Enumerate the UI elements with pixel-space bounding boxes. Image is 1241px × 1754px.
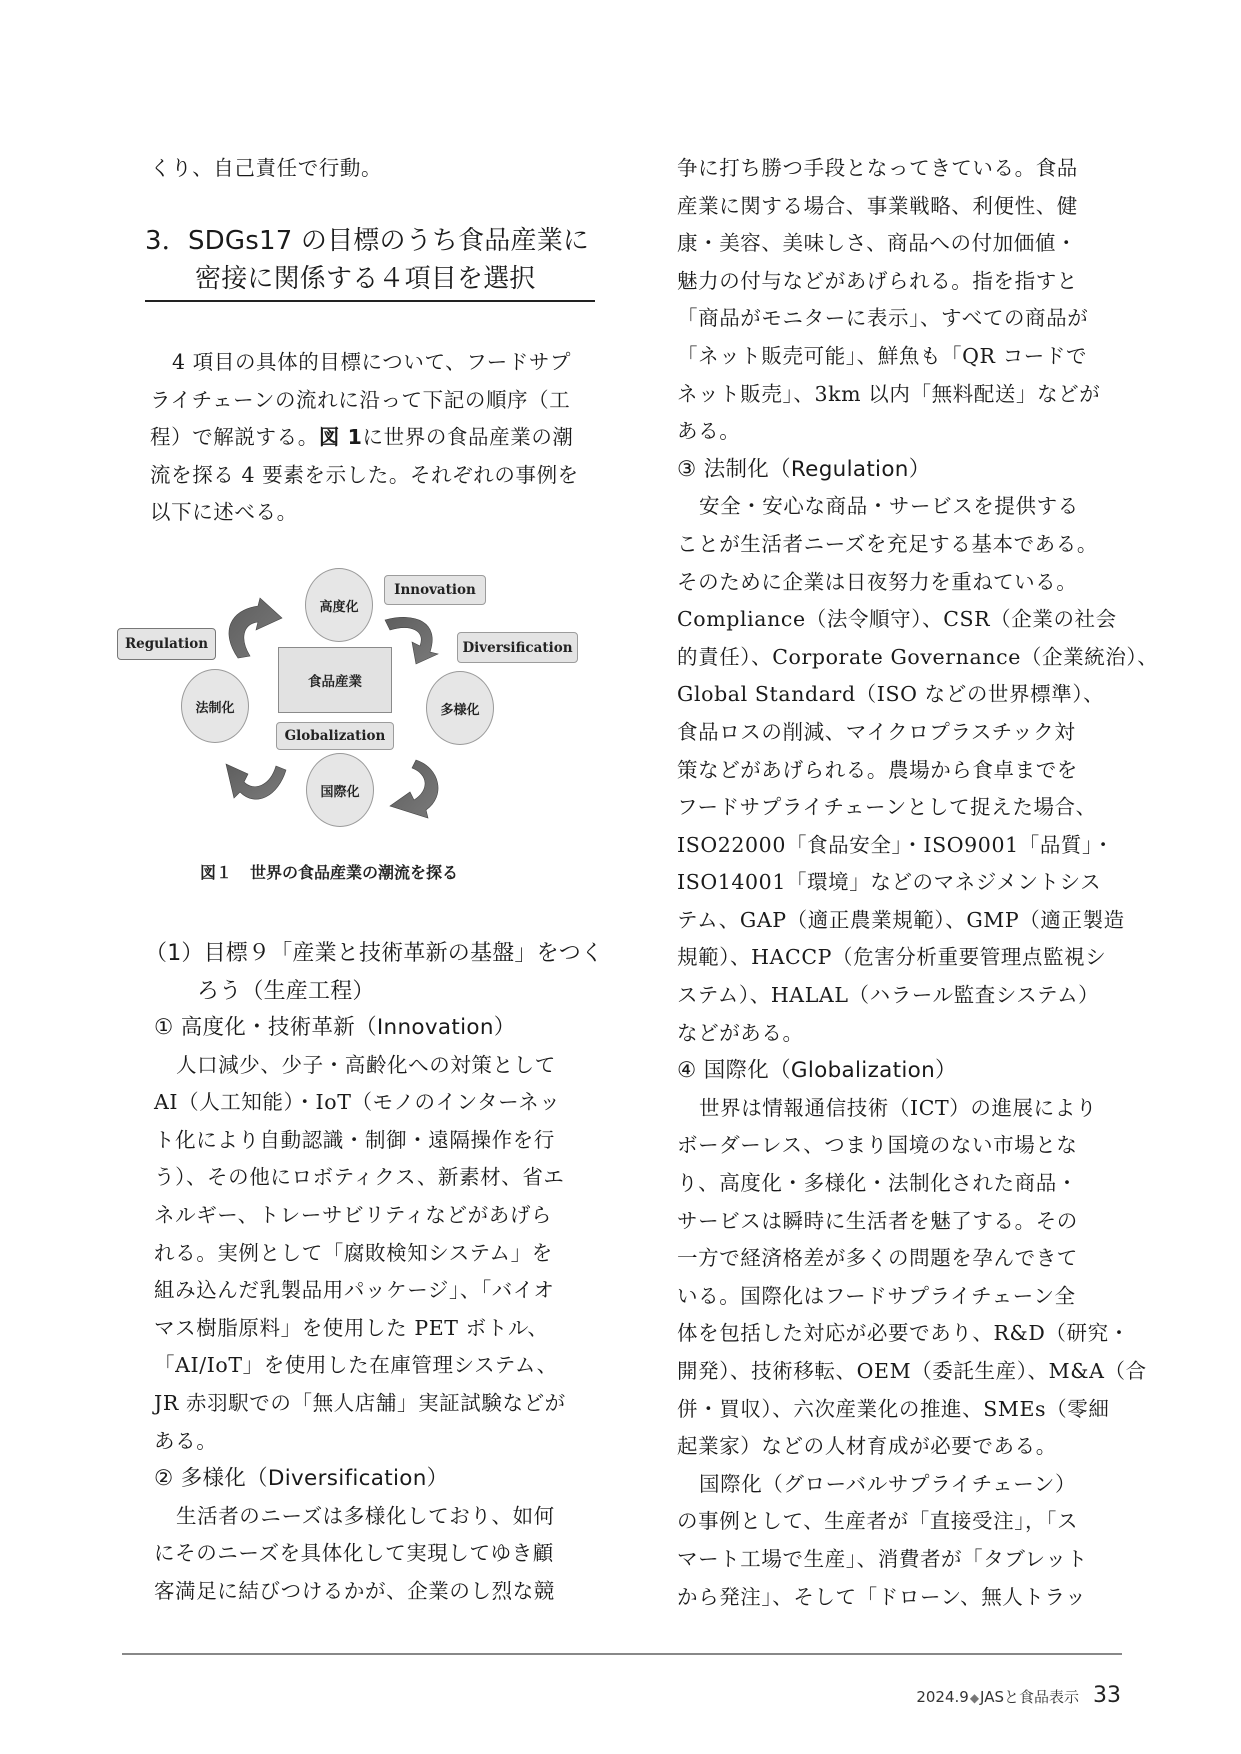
- item-innovation: [154, 1009, 599, 1611]
- paragraph-line: 流を探る 4 要素を示した。それぞれの事例を: [150, 462, 579, 487]
- paragraph-line: 世界は情報通信技術（ICT）の進展により: [699, 1095, 1097, 1120]
- paragraph-line: マス樹脂原料」を使用した PET ボトル、: [154, 1315, 549, 1340]
- item-heading-innovation: ① 高度化・技術革新（Innovation）: [154, 1015, 516, 1040]
- paragraph-line: Global Standard（ISO などの世界標準）、: [677, 682, 1105, 707]
- paragraph-line: ステム）、HALAL（ハラール監査システム）: [677, 983, 1100, 1008]
- item-heading-globalization: ④ 国際化（Globalization）: [677, 1058, 957, 1084]
- paragraph-line: 「商品がモニターに表示」、すべての商品が: [677, 306, 1089, 331]
- paragraph-line: テム、GAP（適正農業規範）、GMP（適正製造: [677, 907, 1125, 932]
- intro-line: くり、自己責任で行動。: [150, 156, 383, 180]
- paragraph-line: Compliance（法令順守）、CSR（企業の社会: [677, 607, 1117, 632]
- footer-journal-title: JASと食品表示: [980, 1688, 1079, 1706]
- section-heading-underline: [145, 300, 595, 302]
- paragraph-line: サービスは瞬時に生活者を魅了する。その: [677, 1208, 1078, 1233]
- circle-regulation: 法制化: [181, 669, 249, 743]
- item-heading-regulation: ③ 法制化（Regulation）: [677, 456, 931, 482]
- figure-food-industry-trends: [110, 560, 580, 840]
- label-innovation: Innovation: [384, 575, 486, 605]
- intro-paragraph: [150, 344, 595, 532]
- paragraph-line: 生活者のニーズは多様化しており、如何: [176, 1503, 555, 1528]
- paragraph-text: 程）で解説する。: [150, 425, 319, 450]
- paragraph-line: 「ネット販売可能」、鮮魚も「QR コードで: [677, 343, 1088, 368]
- page-footer: [916, 1683, 1121, 1708]
- center-box-food-industry: 食品産業: [278, 647, 392, 713]
- circle-diversification: 多様化: [426, 671, 494, 745]
- circle-advancement: 高度化: [305, 568, 373, 642]
- paragraph-line: 食品ロスの削減、マイクロプラスチック対: [677, 719, 1076, 744]
- section-heading-line1: 3．SDGs17 の目標のうち食品産業に: [145, 226, 590, 256]
- paragraph-line: 起業家）などの人材育成が必要である。: [677, 1434, 1057, 1459]
- paragraph-line: ある。: [677, 419, 741, 444]
- paragraph-line: ことが生活者ニーズを充足する基本である。: [677, 531, 1098, 556]
- right-column: [677, 150, 1159, 1616]
- goal-heading-line2: ろう（生産工程）: [197, 978, 375, 1004]
- paragraph-line: ある。: [154, 1428, 218, 1453]
- paragraph-line: 康・美容、美味しさ、商品への付加価値・: [677, 231, 1078, 256]
- figure-caption: [200, 860, 458, 883]
- arrow-icon-bottom-left: [226, 764, 286, 799]
- paragraph-line: 争に打ち勝つ手段となってきている。食品: [677, 156, 1078, 180]
- paragraph-line: 一方で経済格差が多くの問題を孕んできて: [677, 1246, 1078, 1271]
- paragraph-line: マート工場で生産」、消費者が「タブレット: [677, 1546, 1088, 1571]
- paragraph-line: いる。国際化はフードサプライチェーン全: [677, 1283, 1076, 1308]
- paragraph-line: 併・買収）、六次産業化の推進、SMEs（零細: [677, 1396, 1110, 1421]
- page-number: 33: [1093, 1683, 1121, 1708]
- paragraph-line: にそのニーズを具体化して実現してゆき顧: [154, 1541, 554, 1566]
- arrow-icon-bottom-right: [390, 760, 438, 818]
- paragraph-line: れる。実例として「腐敗検知システム」を: [154, 1240, 553, 1265]
- paragraph-line: から発注」、そして「ドローン、無人トラッ: [677, 1584, 1087, 1609]
- item-heading-diversification: ② 多様化（Diversification）: [154, 1466, 449, 1492]
- paragraph-line: 人口減少、少子・高齢化への対策として: [176, 1052, 556, 1077]
- footer-issue: 2024.9: [916, 1688, 969, 1706]
- paragraph-line: 国際化（グローバルサプライチェーン）: [699, 1471, 1077, 1496]
- paragraph-line: ISO22000「食品安全」・ISO9001「品質」・: [677, 832, 1114, 857]
- paragraph-line: 開発）、技術移転、OEM（委託生産）、M&A（合: [677, 1359, 1147, 1383]
- diamond-icon: ◆: [969, 1691, 980, 1705]
- paragraph-line: 安全・安心な商品・サービスを提供する: [699, 494, 1079, 519]
- paragraph-line: 策などがあげられる。農場から食卓までを: [677, 757, 1078, 782]
- section-heading: [145, 222, 595, 298]
- paragraph-line: 客満足に結びつけるかが、企業のし烈な競: [154, 1578, 555, 1603]
- paragraph-line: ISO14001「環境」などのマネジメントシス: [677, 870, 1102, 895]
- paragraph-line: などがある。: [677, 1020, 804, 1045]
- arrow-icon-top-left: [229, 598, 282, 658]
- paragraph-line: 的責任）、Corporate Governance（企業統治）、: [677, 644, 1159, 669]
- paragraph-line: 体を包括した対応が必要であり、R&D（研究・: [677, 1321, 1130, 1346]
- arrow-icon-top-right: [385, 617, 438, 664]
- label-diversification: Diversification: [457, 632, 578, 663]
- paragraph-line: り、高度化・多様化・法制化された商品・: [677, 1171, 1078, 1196]
- paragraph-line: 規範）、HACCP（危害分析重要管理点監視シ: [677, 945, 1107, 970]
- label-globalization: Globalization: [276, 722, 394, 750]
- section-heading-line2: 密接に関係する４項目を選択: [195, 264, 536, 294]
- paragraph-line: ライチェーンの流れに沿って下記の順序（工: [150, 387, 571, 412]
- goal-heading-line1: （1）目標９「産業と技術革新の基盤」をつく: [145, 941, 604, 966]
- paragraph-line: ネット販売」、3km 以内「無料配送」などが: [677, 381, 1101, 406]
- label-regulation: Regulation: [117, 628, 216, 660]
- paragraph-line: フードサプライチェーンとして捉えた場合、: [677, 795, 1097, 820]
- figure-reference: 図 1: [318, 425, 363, 450]
- paragraph-line: 産業に関する場合、事業戦略、利便性、健: [677, 193, 1078, 218]
- paragraph-text: に世界の食品産業の潮: [362, 425, 574, 450]
- paragraph-line: [150, 419, 595, 457]
- paragraph-line: う）、その他にロボティクス、新素材、省エ: [154, 1165, 565, 1190]
- figure-caption-text: 世界の食品産業の潮流を探る: [250, 863, 459, 882]
- paragraph-line: ト化により自動認識・制御・遠隔操作を行: [154, 1127, 555, 1152]
- paragraph-line: の事例として、生産者が「直接受注」，「ス: [677, 1509, 1079, 1534]
- footer-divider: [122, 1653, 1122, 1655]
- paragraph-line: 以下に述べる。: [150, 500, 298, 525]
- paragraph-line: 4 項目の具体的目標について、フードサプ: [172, 350, 572, 374]
- paragraph-line: ネルギー、トレーサビリティなどがあげら: [154, 1202, 553, 1227]
- paragraph-line: 魅力の付与などがあげられる。指を指すと: [677, 268, 1078, 293]
- circle-globalization: 国際化: [306, 753, 374, 827]
- goal-9-section: [145, 935, 604, 1010]
- paragraph-line: ボーダーレス、つまり国境のない市場とな: [677, 1133, 1078, 1158]
- paragraph-line: 「AI/IoT」を使用した在庫管理システム、: [154, 1353, 558, 1378]
- paragraph-line: JR 赤羽駅での「無人店舗」実証試験などが: [154, 1390, 566, 1415]
- paragraph-line: 組み込んだ乳製品用パッケージ」、「バイオ: [154, 1278, 555, 1303]
- paragraph-line: そのために企業は日夜努力を重ねている。: [677, 569, 1078, 594]
- left-column: [150, 150, 595, 188]
- figure-caption-number: 図１: [200, 863, 233, 882]
- paragraph-line: AI（人工知能）・IoT（モノのインターネッ: [154, 1090, 561, 1115]
